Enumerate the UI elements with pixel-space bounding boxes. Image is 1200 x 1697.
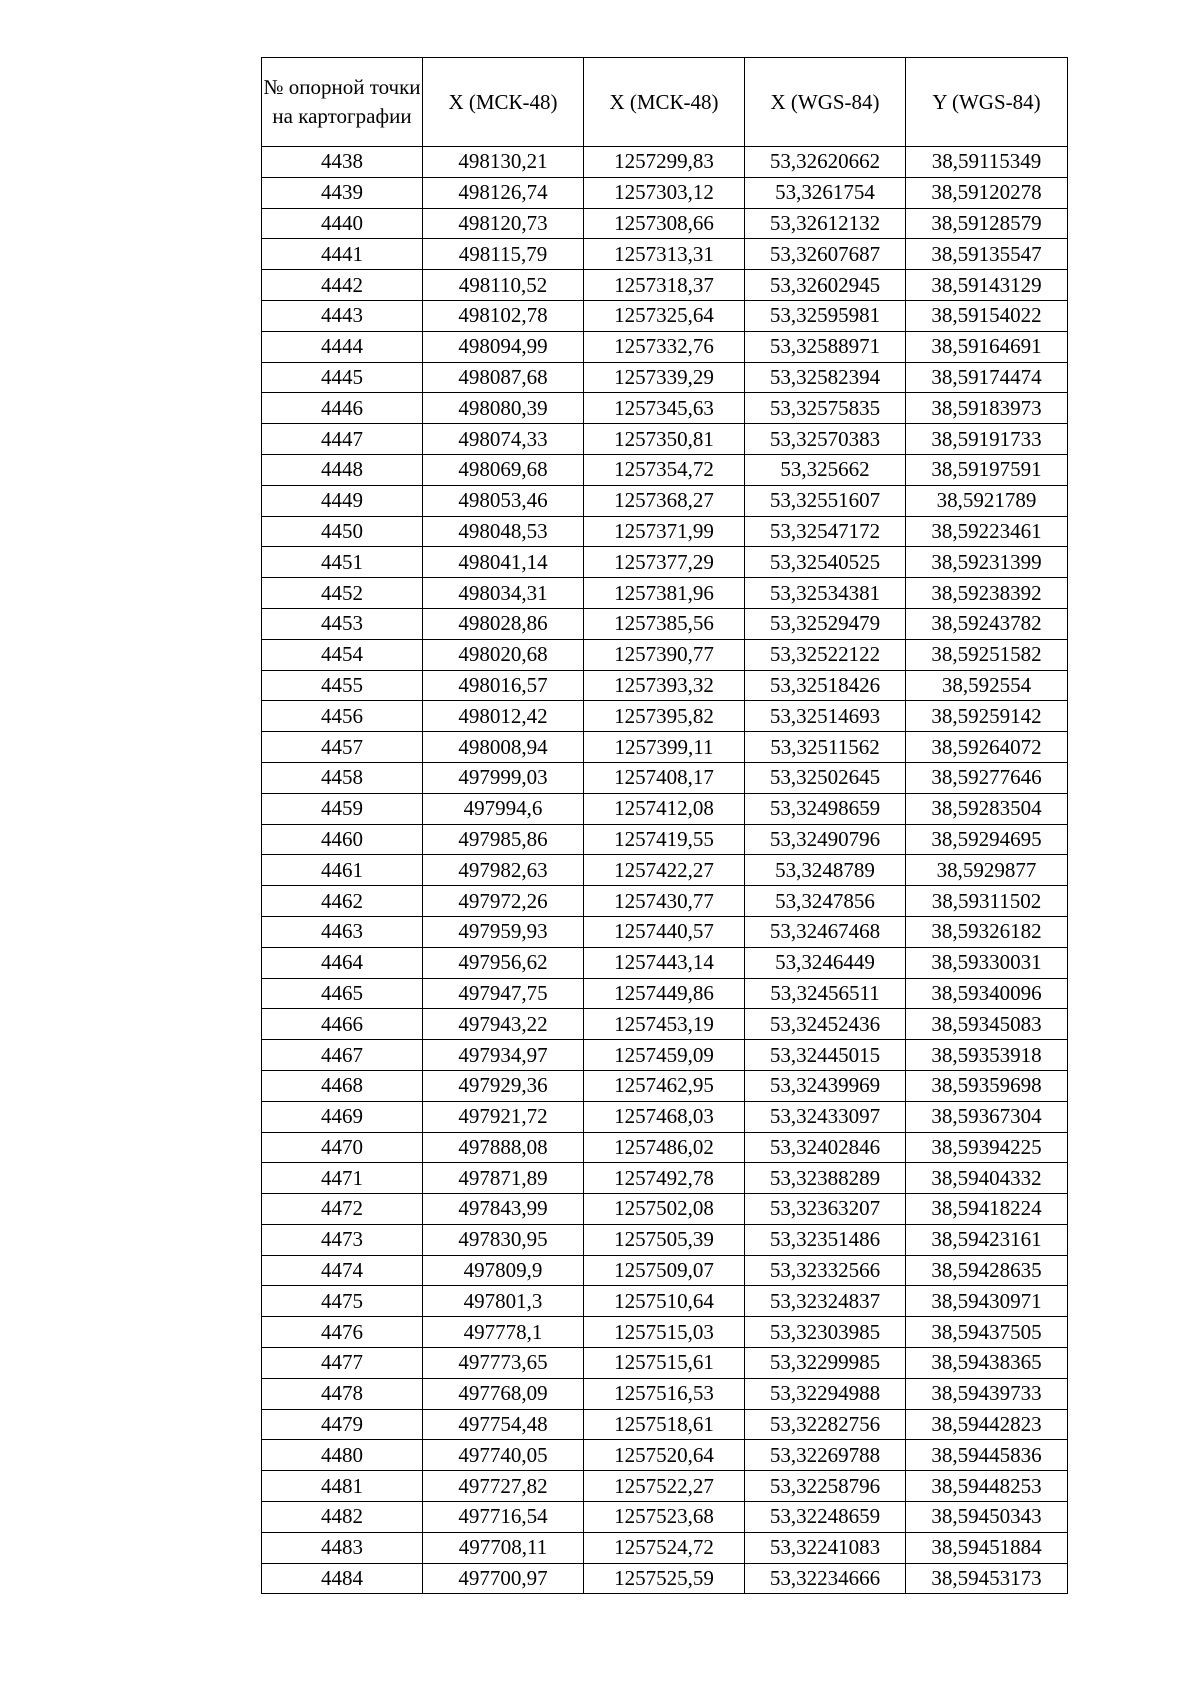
x-msk48-cell: 497773,65	[423, 1348, 584, 1379]
y-wgs84-cell: 38,59283504	[906, 793, 1068, 824]
x-msk48-second-cell: 1257419,55	[584, 824, 745, 855]
point-number-cell: 4460	[262, 824, 423, 855]
header-point-number: № опорной точки на картографии	[262, 58, 423, 147]
x-msk48-second-cell: 1257453,19	[584, 1009, 745, 1040]
x-msk48-cell: 498087,68	[423, 362, 584, 393]
y-wgs84-cell: 38,59404332	[906, 1163, 1068, 1194]
x-wgs84-cell: 53,32467468	[745, 916, 906, 947]
table-row	[262, 1101, 1068, 1132]
table-row	[262, 1163, 1068, 1194]
y-wgs84-cell: 38,59448253	[906, 1471, 1068, 1502]
x-msk48-cell: 497934,97	[423, 1040, 584, 1071]
x-msk48-cell: 497768,09	[423, 1378, 584, 1409]
x-msk48-cell: 497708,11	[423, 1532, 584, 1563]
x-msk48-second-cell: 1257492,78	[584, 1163, 745, 1194]
x-wgs84-cell: 53,32456511	[745, 978, 906, 1009]
point-number-cell: 4438	[262, 147, 423, 178]
x-msk48-cell: 497929,36	[423, 1070, 584, 1101]
x-msk48-cell: 498028,86	[423, 608, 584, 639]
y-wgs84-cell: 38,59128579	[906, 208, 1068, 239]
x-wgs84-cell: 53,32588971	[745, 331, 906, 362]
table-row	[262, 1471, 1068, 1502]
x-wgs84-cell: 53,32402846	[745, 1132, 906, 1163]
x-msk48-second-cell: 1257440,57	[584, 916, 745, 947]
x-wgs84-cell: 53,32351486	[745, 1224, 906, 1255]
x-wgs84-cell: 53,32439969	[745, 1070, 906, 1101]
point-number-cell: 4461	[262, 855, 423, 886]
x-msk48-second-cell: 1257332,76	[584, 331, 745, 362]
point-number-cell: 4452	[262, 578, 423, 609]
y-wgs84-cell: 38,59135547	[906, 239, 1068, 270]
x-msk48-cell: 498115,79	[423, 239, 584, 270]
table-row	[262, 300, 1068, 331]
point-number-cell: 4457	[262, 732, 423, 763]
x-msk48-second-cell: 1257350,81	[584, 424, 745, 455]
table-row	[262, 578, 1068, 609]
x-msk48-cell: 497809,9	[423, 1255, 584, 1286]
x-msk48-second-cell: 1257399,11	[584, 732, 745, 763]
x-msk48-second-cell: 1257422,27	[584, 855, 745, 886]
table-row	[262, 362, 1068, 393]
y-wgs84-cell: 38,59143129	[906, 270, 1068, 301]
x-msk48-cell: 498069,68	[423, 454, 584, 485]
x-wgs84-cell: 53,32514693	[745, 701, 906, 732]
x-msk48-second-cell: 1257525,59	[584, 1563, 745, 1594]
x-msk48-second-cell: 1257299,83	[584, 147, 745, 178]
x-msk48-cell: 497871,89	[423, 1163, 584, 1194]
x-msk48-second-cell: 1257515,03	[584, 1317, 745, 1348]
y-wgs84-cell: 38,59367304	[906, 1101, 1068, 1132]
x-wgs84-cell: 53,32269788	[745, 1440, 906, 1471]
x-wgs84-cell: 53,32234666	[745, 1563, 906, 1594]
y-wgs84-cell: 38,59251582	[906, 639, 1068, 670]
point-number-cell: 4476	[262, 1317, 423, 1348]
x-msk48-second-cell: 1257354,72	[584, 454, 745, 485]
x-msk48-second-cell: 1257318,37	[584, 270, 745, 301]
x-wgs84-cell: 53,32540525	[745, 547, 906, 578]
x-wgs84-cell: 53,32551607	[745, 485, 906, 516]
x-msk48-cell: 498041,14	[423, 547, 584, 578]
x-msk48-cell: 498048,53	[423, 516, 584, 547]
y-wgs84-cell: 38,59451884	[906, 1532, 1068, 1563]
x-wgs84-cell: 53,32547172	[745, 516, 906, 547]
point-number-cell: 4445	[262, 362, 423, 393]
point-number-cell: 4478	[262, 1378, 423, 1409]
y-wgs84-cell: 38,59197591	[906, 454, 1068, 485]
x-wgs84-cell: 53,32511562	[745, 732, 906, 763]
point-number-cell: 4453	[262, 608, 423, 639]
point-number-cell: 4458	[262, 762, 423, 793]
table-row	[262, 1378, 1068, 1409]
point-number-cell: 4474	[262, 1255, 423, 1286]
y-wgs84-cell: 38,59439733	[906, 1378, 1068, 1409]
x-wgs84-cell: 53,32612132	[745, 208, 906, 239]
y-wgs84-cell: 38,59423161	[906, 1224, 1068, 1255]
y-wgs84-cell: 38,59120278	[906, 177, 1068, 208]
x-msk48-second-cell: 1257462,95	[584, 1070, 745, 1101]
x-msk48-cell: 497972,26	[423, 886, 584, 917]
point-number-cell: 4483	[262, 1532, 423, 1563]
point-number-cell: 4469	[262, 1101, 423, 1132]
y-wgs84-cell: 38,59437505	[906, 1317, 1068, 1348]
x-msk48-cell: 498053,46	[423, 485, 584, 516]
point-number-cell: 4477	[262, 1348, 423, 1379]
x-msk48-second-cell: 1257303,12	[584, 177, 745, 208]
x-msk48-cell: 497956,62	[423, 947, 584, 978]
x-wgs84-cell: 53,325662	[745, 454, 906, 485]
x-wgs84-cell: 53,32570383	[745, 424, 906, 455]
x-msk48-second-cell: 1257516,53	[584, 1378, 745, 1409]
y-wgs84-cell: 38,59191733	[906, 424, 1068, 455]
x-wgs84-cell: 53,32575835	[745, 393, 906, 424]
table-row	[262, 1070, 1068, 1101]
x-msk48-second-cell: 1257459,09	[584, 1040, 745, 1071]
point-number-cell: 4473	[262, 1224, 423, 1255]
x-msk48-cell: 497994,6	[423, 793, 584, 824]
point-number-cell: 4462	[262, 886, 423, 917]
x-wgs84-cell: 53,32595981	[745, 300, 906, 331]
table-row	[262, 1255, 1068, 1286]
table-row	[262, 701, 1068, 732]
y-wgs84-cell: 38,59174474	[906, 362, 1068, 393]
table-row	[262, 608, 1068, 639]
x-wgs84-cell: 53,32332566	[745, 1255, 906, 1286]
x-msk48-second-cell: 1257430,77	[584, 886, 745, 917]
y-wgs84-cell: 38,59223461	[906, 516, 1068, 547]
point-number-cell: 4443	[262, 300, 423, 331]
x-wgs84-cell: 53,32282756	[745, 1409, 906, 1440]
y-wgs84-cell: 38,59154022	[906, 300, 1068, 331]
point-number-cell: 4470	[262, 1132, 423, 1163]
x-wgs84-cell: 53,32602945	[745, 270, 906, 301]
x-msk48-second-cell: 1257502,08	[584, 1194, 745, 1225]
x-msk48-cell: 497843,99	[423, 1194, 584, 1225]
point-number-cell: 4484	[262, 1563, 423, 1594]
x-wgs84-cell: 53,32303985	[745, 1317, 906, 1348]
y-wgs84-cell: 38,59294695	[906, 824, 1068, 855]
table-row	[262, 1409, 1068, 1440]
table-row	[262, 855, 1068, 886]
x-msk48-second-cell: 1257515,61	[584, 1348, 745, 1379]
x-msk48-second-cell: 1257523,68	[584, 1502, 745, 1533]
x-wgs84-cell: 53,3246449	[745, 947, 906, 978]
x-wgs84-cell: 53,32498659	[745, 793, 906, 824]
y-wgs84-cell: 38,59183973	[906, 393, 1068, 424]
x-msk48-second-cell: 1257524,72	[584, 1532, 745, 1563]
table-row	[262, 1132, 1068, 1163]
table-header-row	[262, 58, 1068, 147]
point-number-cell: 4440	[262, 208, 423, 239]
point-number-cell: 4451	[262, 547, 423, 578]
point-number-cell: 4482	[262, 1502, 423, 1533]
table-row	[262, 762, 1068, 793]
point-number-cell: 4449	[262, 485, 423, 516]
point-number-cell: 4464	[262, 947, 423, 978]
x-msk48-cell: 497700,97	[423, 1563, 584, 1594]
y-wgs84-cell: 38,59115349	[906, 147, 1068, 178]
x-msk48-cell: 497778,1	[423, 1317, 584, 1348]
x-msk48-second-cell: 1257377,29	[584, 547, 745, 578]
x-wgs84-cell: 53,32248659	[745, 1502, 906, 1533]
table-row	[262, 978, 1068, 1009]
point-number-cell: 4441	[262, 239, 423, 270]
table-row	[262, 177, 1068, 208]
table-row	[262, 393, 1068, 424]
x-msk48-second-cell: 1257509,07	[584, 1255, 745, 1286]
x-wgs84-cell: 53,3248789	[745, 855, 906, 886]
x-msk48-cell: 498008,94	[423, 732, 584, 763]
y-wgs84-cell: 38,59330031	[906, 947, 1068, 978]
y-wgs84-cell: 38,59453173	[906, 1563, 1068, 1594]
x-msk48-second-cell: 1257449,86	[584, 978, 745, 1009]
x-msk48-cell: 497888,08	[423, 1132, 584, 1163]
x-msk48-second-cell: 1257412,08	[584, 793, 745, 824]
table-row	[262, 947, 1068, 978]
table-row	[262, 208, 1068, 239]
x-msk48-second-cell: 1257313,31	[584, 239, 745, 270]
y-wgs84-cell: 38,592554	[906, 670, 1068, 701]
x-msk48-cell: 498012,42	[423, 701, 584, 732]
x-msk48-cell: 497982,63	[423, 855, 584, 886]
y-wgs84-cell: 38,59442823	[906, 1409, 1068, 1440]
x-msk48-cell: 498130,21	[423, 147, 584, 178]
y-wgs84-cell: 38,59264072	[906, 732, 1068, 763]
table-row	[262, 886, 1068, 917]
point-number-cell: 4468	[262, 1070, 423, 1101]
y-wgs84-cell: 38,59231399	[906, 547, 1068, 578]
x-wgs84-cell: 53,32433097	[745, 1101, 906, 1132]
table-row	[262, 547, 1068, 578]
x-wgs84-cell: 53,32529479	[745, 608, 906, 639]
point-number-cell: 4466	[262, 1009, 423, 1040]
x-msk48-second-cell: 1257408,17	[584, 762, 745, 793]
x-msk48-second-cell: 1257385,56	[584, 608, 745, 639]
table-row	[262, 670, 1068, 701]
x-msk48-cell: 497727,82	[423, 1471, 584, 1502]
y-wgs84-cell: 38,59438365	[906, 1348, 1068, 1379]
table-row	[262, 1532, 1068, 1563]
table-row	[262, 1224, 1068, 1255]
point-number-cell: 4442	[262, 270, 423, 301]
y-wgs84-cell: 38,59164691	[906, 331, 1068, 362]
x-wgs84-cell: 53,32607687	[745, 239, 906, 270]
x-msk48-cell: 498110,52	[423, 270, 584, 301]
y-wgs84-cell: 38,59353918	[906, 1040, 1068, 1071]
x-msk48-second-cell: 1257522,27	[584, 1471, 745, 1502]
x-wgs84-cell: 53,32490796	[745, 824, 906, 855]
header-x-msk48: X (МСК-48)	[423, 58, 584, 147]
table-row	[262, 454, 1068, 485]
y-wgs84-cell: 38,5929877	[906, 855, 1068, 886]
x-msk48-cell: 497830,95	[423, 1224, 584, 1255]
x-msk48-cell: 498120,73	[423, 208, 584, 239]
table-row	[262, 239, 1068, 270]
point-number-cell: 4467	[262, 1040, 423, 1071]
x-wgs84-cell: 53,32502645	[745, 762, 906, 793]
x-wgs84-cell: 53,32445015	[745, 1040, 906, 1071]
y-wgs84-cell: 38,59311502	[906, 886, 1068, 917]
x-wgs84-cell: 53,32258796	[745, 1471, 906, 1502]
coordinates-table	[261, 57, 1068, 1594]
x-wgs84-cell: 53,32582394	[745, 362, 906, 393]
x-msk48-second-cell: 1257505,39	[584, 1224, 745, 1255]
y-wgs84-cell: 38,59340096	[906, 978, 1068, 1009]
x-wgs84-cell: 53,32299985	[745, 1348, 906, 1379]
x-msk48-cell: 497943,22	[423, 1009, 584, 1040]
point-number-cell: 4481	[262, 1471, 423, 1502]
y-wgs84-cell: 38,59238392	[906, 578, 1068, 609]
x-msk48-second-cell: 1257390,77	[584, 639, 745, 670]
x-msk48-second-cell: 1257443,14	[584, 947, 745, 978]
table-row	[262, 424, 1068, 455]
table-row	[262, 1440, 1068, 1471]
point-number-cell: 4439	[262, 177, 423, 208]
x-msk48-second-cell: 1257345,63	[584, 393, 745, 424]
x-msk48-cell: 498074,33	[423, 424, 584, 455]
x-msk48-second-cell: 1257468,03	[584, 1101, 745, 1132]
table-row	[262, 824, 1068, 855]
point-number-cell: 4450	[262, 516, 423, 547]
table-row	[262, 147, 1068, 178]
x-msk48-second-cell: 1257518,61	[584, 1409, 745, 1440]
point-number-cell: 4456	[262, 701, 423, 732]
table-row	[262, 1502, 1068, 1533]
y-wgs84-cell: 38,59359698	[906, 1070, 1068, 1101]
x-msk48-cell: 498102,78	[423, 300, 584, 331]
point-number-cell: 4480	[262, 1440, 423, 1471]
x-msk48-second-cell: 1257393,32	[584, 670, 745, 701]
x-wgs84-cell: 53,32518426	[745, 670, 906, 701]
header-x-msk48-second: X (МСК-48)	[584, 58, 745, 147]
x-wgs84-cell: 53,32534381	[745, 578, 906, 609]
x-msk48-second-cell: 1257339,29	[584, 362, 745, 393]
x-msk48-cell: 498020,68	[423, 639, 584, 670]
x-msk48-cell: 497999,03	[423, 762, 584, 793]
point-number-cell: 4455	[262, 670, 423, 701]
y-wgs84-cell: 38,59277646	[906, 762, 1068, 793]
x-msk48-cell: 497985,86	[423, 824, 584, 855]
table-row	[262, 485, 1068, 516]
table-row	[262, 270, 1068, 301]
x-wgs84-cell: 53,32452436	[745, 1009, 906, 1040]
table-body	[262, 147, 1068, 1594]
point-number-cell: 4454	[262, 639, 423, 670]
y-wgs84-cell: 38,59259142	[906, 701, 1068, 732]
x-msk48-second-cell: 1257486,02	[584, 1132, 745, 1163]
x-msk48-cell: 498016,57	[423, 670, 584, 701]
x-msk48-cell: 497947,75	[423, 978, 584, 1009]
x-wgs84-cell: 53,32388289	[745, 1163, 906, 1194]
y-wgs84-cell: 38,59345083	[906, 1009, 1068, 1040]
x-msk48-cell: 497716,54	[423, 1502, 584, 1533]
point-number-cell: 4472	[262, 1194, 423, 1225]
table-row	[262, 1317, 1068, 1348]
table-row	[262, 1009, 1068, 1040]
y-wgs84-cell: 38,59450343	[906, 1502, 1068, 1533]
y-wgs84-cell: 38,59326182	[906, 916, 1068, 947]
y-wgs84-cell: 38,59430971	[906, 1286, 1068, 1317]
table-row	[262, 516, 1068, 547]
point-number-cell: 4446	[262, 393, 423, 424]
point-number-cell: 4463	[262, 916, 423, 947]
point-number-cell: 4465	[262, 978, 423, 1009]
x-msk48-second-cell: 1257381,96	[584, 578, 745, 609]
x-wgs84-cell: 53,32522122	[745, 639, 906, 670]
x-wgs84-cell: 53,32294988	[745, 1378, 906, 1409]
x-msk48-second-cell: 1257510,64	[584, 1286, 745, 1317]
y-wgs84-cell: 38,59428635	[906, 1255, 1068, 1286]
x-wgs84-cell: 53,32241083	[745, 1532, 906, 1563]
point-number-cell: 4471	[262, 1163, 423, 1194]
x-wgs84-cell: 53,32324837	[745, 1286, 906, 1317]
x-msk48-second-cell: 1257308,66	[584, 208, 745, 239]
y-wgs84-cell: 38,59394225	[906, 1132, 1068, 1163]
x-msk48-second-cell: 1257368,27	[584, 485, 745, 516]
header-y-wgs84: Y (WGS-84)	[906, 58, 1068, 147]
x-msk48-second-cell: 1257325,64	[584, 300, 745, 331]
point-number-cell: 4459	[262, 793, 423, 824]
x-msk48-cell: 498034,31	[423, 578, 584, 609]
table-row	[262, 1348, 1068, 1379]
x-msk48-cell: 498126,74	[423, 177, 584, 208]
y-wgs84-cell: 38,5921789	[906, 485, 1068, 516]
table-row	[262, 331, 1068, 362]
point-number-cell: 4444	[262, 331, 423, 362]
table-row	[262, 916, 1068, 947]
y-wgs84-cell: 38,59445836	[906, 1440, 1068, 1471]
x-msk48-cell: 497801,3	[423, 1286, 584, 1317]
x-msk48-cell: 497740,05	[423, 1440, 584, 1471]
x-wgs84-cell: 53,3247856	[745, 886, 906, 917]
x-wgs84-cell: 53,3261754	[745, 177, 906, 208]
table-row	[262, 732, 1068, 763]
table-row	[262, 793, 1068, 824]
y-wgs84-cell: 38,59418224	[906, 1194, 1068, 1225]
table-row	[262, 1563, 1068, 1594]
point-number-cell: 4475	[262, 1286, 423, 1317]
x-wgs84-cell: 53,32620662	[745, 147, 906, 178]
x-msk48-second-cell: 1257371,99	[584, 516, 745, 547]
x-msk48-cell: 498080,39	[423, 393, 584, 424]
table-row	[262, 1286, 1068, 1317]
header-x-wgs84: X (WGS-84)	[745, 58, 906, 147]
table-row	[262, 639, 1068, 670]
x-msk48-second-cell: 1257395,82	[584, 701, 745, 732]
x-msk48-cell: 497959,93	[423, 916, 584, 947]
y-wgs84-cell: 38,59243782	[906, 608, 1068, 639]
table-row	[262, 1194, 1068, 1225]
x-msk48-cell: 497921,72	[423, 1101, 584, 1132]
x-msk48-cell: 497754,48	[423, 1409, 584, 1440]
x-msk48-second-cell: 1257520,64	[584, 1440, 745, 1471]
point-number-cell: 4447	[262, 424, 423, 455]
x-msk48-cell: 498094,99	[423, 331, 584, 362]
x-wgs84-cell: 53,32363207	[745, 1194, 906, 1225]
table-row	[262, 1040, 1068, 1071]
point-number-cell: 4448	[262, 454, 423, 485]
point-number-cell: 4479	[262, 1409, 423, 1440]
